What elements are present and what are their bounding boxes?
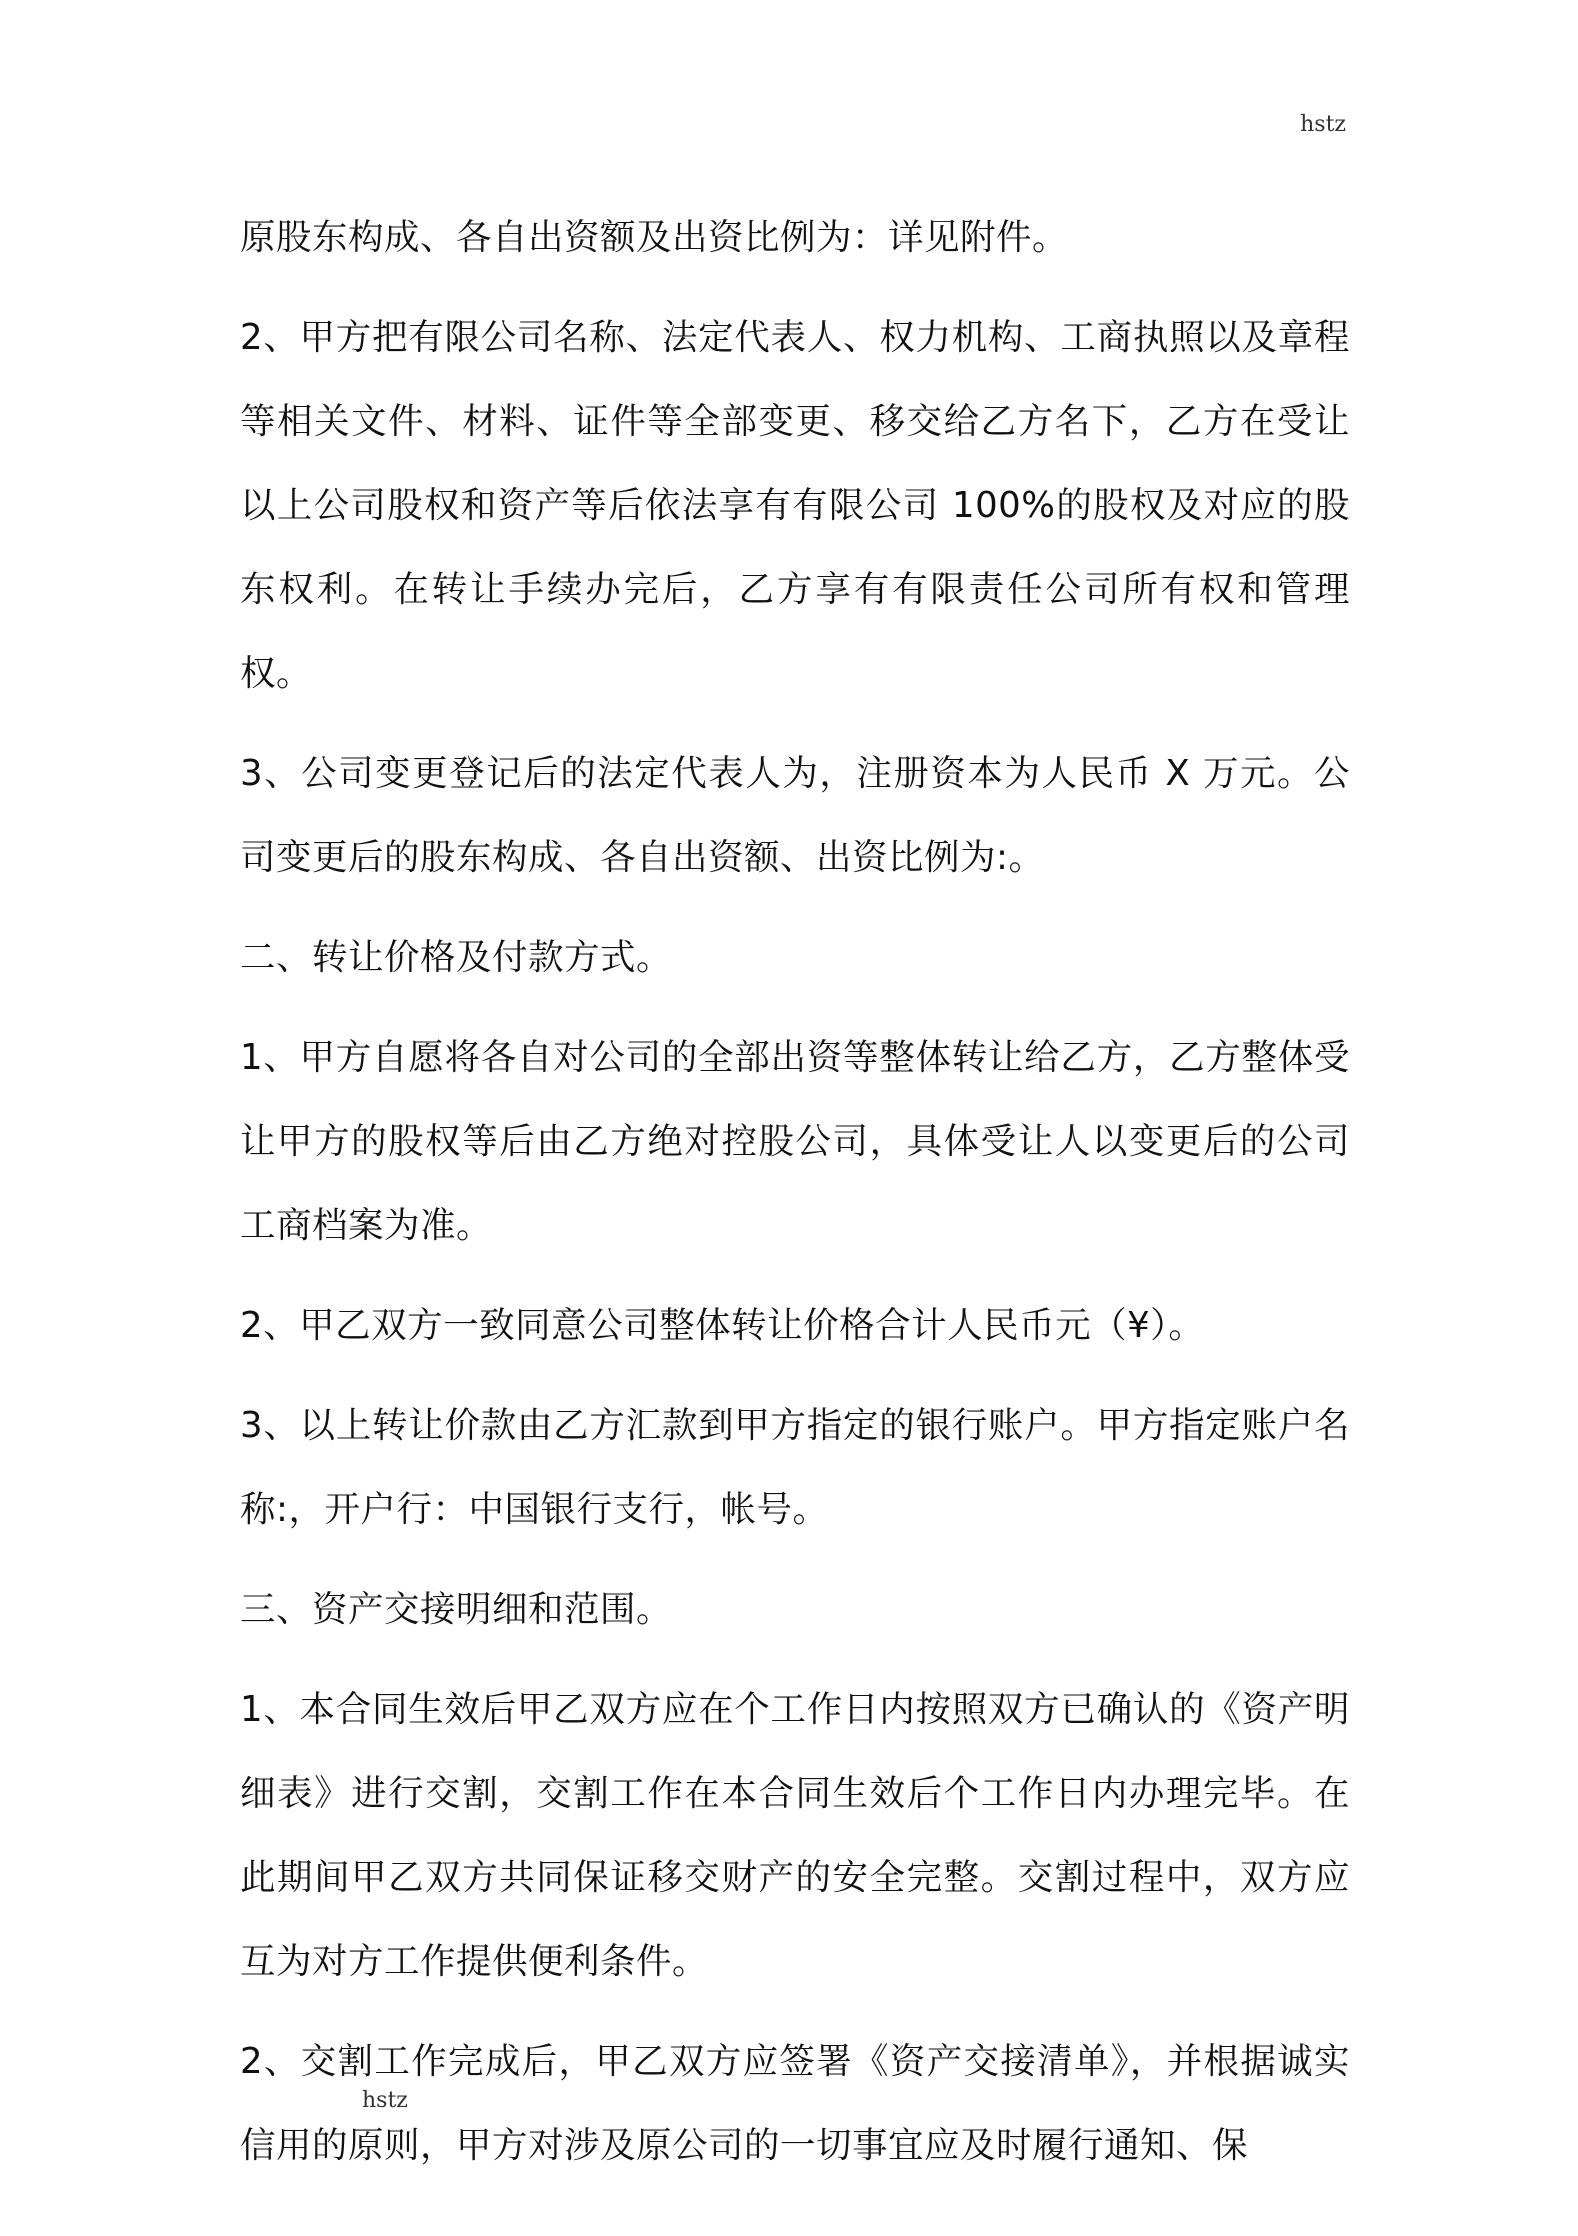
- header-mark: hstz: [1300, 112, 1346, 137]
- document-body: [240, 196, 1350, 2204]
- paragraph: 2、交割工作完成后，甲乙双方应签署《资产交接清单》，并根据诚实信用的原则，甲方对涉及原公司的一切事宜应及时履行通知、保: [240, 2041, 1350, 2166]
- paragraph: 1、本合同生效后甲乙双方应在个工作日内按照双方已确认的《资产明细表》进行交割，交割工作在本合同生效后个工作日内办理完毕。在此期间甲乙双方共同保证移交财产的安全完整。交割过程中，双方应互为对方工作提供便利条件。: [240, 1689, 1350, 1982]
- footer-mark: hstz: [362, 2088, 408, 2113]
- paragraph: 2、甲乙双方一致同意公司整体转让价格合计人民币元（¥）。: [240, 1305, 1205, 1346]
- paragraph: 2、甲方把有限公司名称、法定代表人、权力机构、工商执照以及章程等相关文件、材料、证件等全部变更、移交给乙方名下，乙方在受让以上公司股权和资产等后依法享有有限公司 100%的股权及对应的股东权利。在转让手续办完后，乙方享有有限责任公司所有权和管理权。: [240, 317, 1350, 694]
- section-heading: 二、转让价格及付款方式。: [240, 937, 673, 978]
- section-heading: 三、资产交接明细和范围。: [240, 1589, 673, 1630]
- paragraph: 原股东构成、各自出资额及出资比例为：详见附件。: [240, 217, 1069, 258]
- paragraph: 3、以上转让价款由乙方汇款到甲方指定的银行账户。甲方指定账户名称:，开户行：中国银行支行，帐号。: [240, 1405, 1350, 1530]
- paragraph: 3、公司变更登记后的法定代表人为，注册资本为人民币 X 万元。公司变更后的股东构成、各自出资额、出资比例为:。: [240, 753, 1350, 878]
- paragraph: 1、甲方自愿将各自对公司的全部出资等整体转让给乙方，乙方整体受让甲方的股权等后由乙方绝对控股公司，具体受让人以变更后的公司工商档案为准。: [240, 1037, 1350, 1246]
